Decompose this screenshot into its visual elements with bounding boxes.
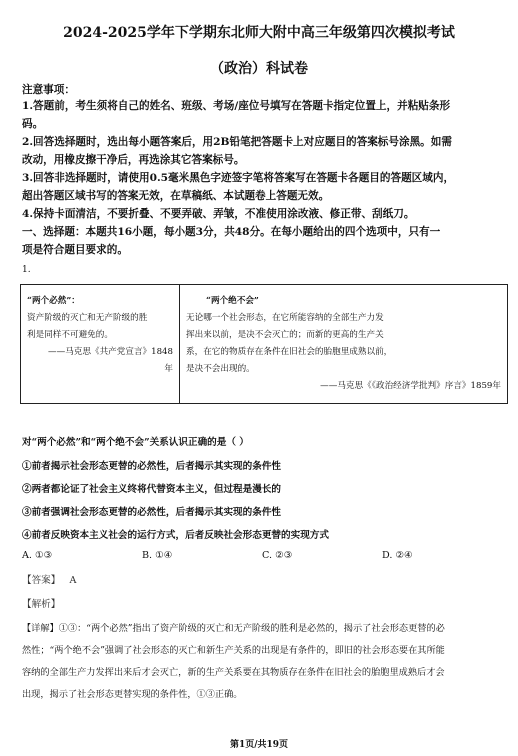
section-heading-cont: 项是符合题目要求的。	[22, 244, 128, 256]
option-a: A. ①③	[22, 550, 53, 561]
statement-3: ③前者强调社会形态更替的必然性，后者揭示其实现的条件性	[22, 507, 282, 518]
analysis-line: 容纳的全部生产力发挥出来后才会灭亡，新的生产关系要在其物质存在条件在旧社会的胎胞里成熟后才会	[22, 667, 445, 678]
quote-left-title: “两个必然”：	[27, 296, 80, 306]
option-b: B. ①④	[142, 550, 173, 561]
document-title: 2024-2025学年下学期东北师大附中高三年级第四次模拟考试	[63, 25, 455, 41]
quote-left-text: 利是同样不可避免的。	[27, 330, 113, 340]
analysis-line: 然性；“两个绝不会”强调了社会形态的灭亡和新生产关系的出现是有条件的，即旧的社会形态要在其所能	[22, 645, 445, 656]
quote-right-title: “两个绝不会”	[206, 296, 259, 306]
note-line: 3.回答非选择题时，请使用0.5毫米黑色字迹签字笔将答案写在答题卡各题目的答题区域内，	[22, 172, 455, 184]
quote-right-text: 挥出来以前，是决不会灭亡的；而新的更高的生产关	[186, 330, 384, 340]
section-heading: 一、选择题：本题共16小题，每小题3分，共48分。在每小题给出的四个选项中，只有一	[22, 226, 441, 238]
answer-label-text: 【答案】	[22, 575, 61, 586]
quote-right-text: 系，在它的物质存在条件在旧社会的胎胞里成熟以前，	[186, 347, 393, 357]
note-line: 改动，用橡皮擦干净后，再选涂其它答案标号。	[22, 154, 245, 166]
quote-left-cell	[21, 285, 180, 404]
page-number: 第1页/共19页	[229, 740, 289, 750]
quote-right-text: 是决不会出现的。	[186, 364, 255, 374]
option-c: C. ②③	[262, 550, 293, 561]
analysis-label: 【解析】	[22, 599, 61, 610]
note-line: 4.保持卡面清洁，不要折叠、不要弄破、弄皱，不准使用涂改液、修正带、刮纸刀。	[22, 208, 415, 220]
quote-left-citation: ——马克思《共产党宣言》1848	[48, 347, 173, 357]
statement-4: ④前者反映资本主义社会的运行方式，后者反映社会形态更替的实现方式	[22, 530, 329, 541]
question-stem: 对“两个必然”和“两个绝不会”关系认识正确的是（ ）	[22, 437, 249, 448]
document-subtitle: （政治）科试卷	[210, 61, 308, 77]
analysis-line: 出现，揭示了社会形态更替实现的条件性，①③正确。	[22, 689, 243, 700]
note-line: 超出答题区域书写的答案无效，在草稿纸、本试题卷上答题无效。	[22, 190, 330, 202]
answer-value: A	[69, 575, 77, 586]
statement-2: ②两者都论证了社会主义终将代替资本主义，但过程是漫长的	[22, 484, 282, 495]
quote-right-citation: ——马克思《《政治经济学批判》序言》1859年	[320, 381, 501, 391]
quote-right-cell	[180, 285, 508, 404]
option-d: D. ②④	[382, 550, 413, 561]
quote-table	[20, 284, 508, 404]
note-line: 1.答题前，考生须将自己的姓名、班级、考场/座位号填写在答题卡指定位置上，并粘贴条形	[22, 100, 451, 112]
note-line: 2.回答选择题时，选出每小题答案后，用2B铅笔把答题卡上对应题目的答案标号涂黑。如需	[22, 136, 452, 148]
quote-right-text: 无论哪一个社会形态，在它所能容纳的全部生产力发	[186, 313, 384, 323]
note-line: 码。	[22, 118, 44, 130]
question-number: 1.	[22, 265, 31, 275]
analysis-line: 【详解】①③：“两个必然”指出了资产阶级的灭亡和无产阶级的胜利是必然的，揭示了社会形态更替的必	[22, 623, 445, 634]
quote-left-citation-year: 年	[164, 364, 173, 374]
statement-1: ①前者揭示社会形态更替的必然性，后者揭示其实现的条件性	[22, 461, 282, 472]
quote-left-text: 资产阶级的灭亡和无产阶级的胜	[27, 313, 148, 323]
notes-heading: 注意事项：	[22, 84, 75, 96]
answer-label	[22, 572, 76, 586]
